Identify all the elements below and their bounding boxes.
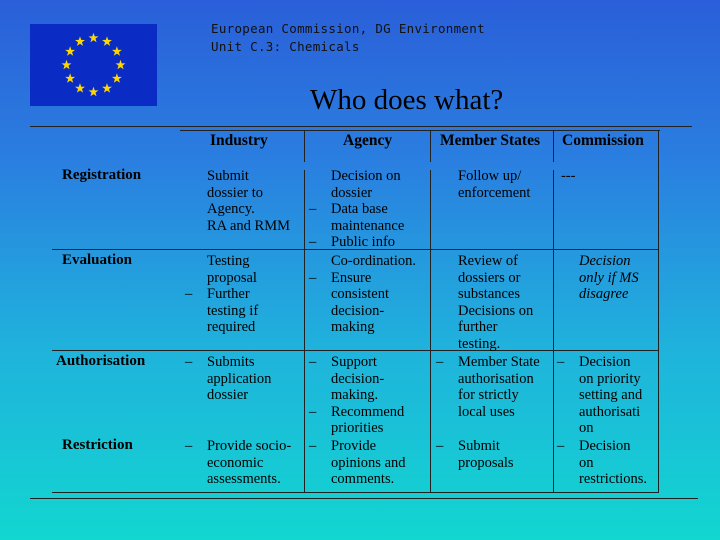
cell-restriction-member-states [436,438,514,471]
cell-line: – Provide [309,438,377,454]
row-label-authorisation: Authorisation [56,353,146,369]
cell-evaluation-member-states [458,253,533,353]
column-divider-4 [658,130,659,492]
cell-line: Follow up/ [458,168,522,184]
row-divider-2 [52,350,659,351]
cell-registration-industry [207,168,290,234]
cell-authorisation-commission [557,354,643,437]
cell-evaluation-agency [309,253,416,336]
cell-line: – Decision [557,354,631,370]
cell-line: dossiers or [458,269,521,286]
cell-line: RA and RMM [207,217,290,234]
cell-line: testing. [458,335,501,352]
slide-title: Who does what? [310,84,504,116]
cell-line: proposal [207,269,257,286]
cell-line: restrictions. [579,471,648,488]
cell-evaluation-industry [185,253,259,336]
bullet-dash: – [309,403,317,420]
cell-line: dossier [207,387,249,404]
cell-line: – Public info [309,234,396,251]
bullet-dash: – [557,438,565,454]
eu-flag-logo [30,24,157,106]
star-icon [75,36,85,45]
cell-line: economic [207,454,264,471]
cell-line: further [458,319,498,336]
cell-authorisation-industry [185,354,272,404]
cell-line: required [207,319,256,336]
cell-line: dossier [331,184,373,201]
column-divider-2-body [430,170,431,492]
bullet-dash: – [185,286,193,303]
cell-line: enforcement [458,184,531,201]
bullet-dash: – [436,438,444,454]
column-divider-3-body [553,170,554,492]
unit-name: Unit C.3: Chemicals [211,39,360,54]
cell-line: – Recommend [309,403,405,420]
cell-line: – Member State [436,354,540,370]
cell-line: --- [561,168,576,184]
cell-line: disagree [579,286,629,303]
column-header-industry: Industry [210,132,268,149]
cell-restriction-commission [557,438,648,488]
star-icon [65,73,75,82]
cell-line: setting and [579,387,643,404]
cell-line: Testing [207,253,250,269]
star-icon [102,36,112,45]
organization-header [211,20,485,56]
cell-line: Decision [579,253,631,269]
bullet-dash: – [309,354,317,370]
cell-line: Review of [458,253,518,269]
cell-line: priorities [331,420,384,437]
cell-line: making [331,319,375,336]
cell-line: Decisions on [458,302,534,319]
cell-line: local uses [458,403,515,420]
cell-line: comments. [331,471,395,488]
cell-line: opinions and [331,454,406,471]
header-underline [180,130,660,131]
star-icon [89,33,99,42]
cell-line: – Submits [185,354,255,370]
column-header-member-states: Member States [440,132,541,149]
organization-name: European Commission, DG Environment [211,21,485,36]
cell-line: proposals [458,454,514,471]
cell-line: Co-ordination. [331,253,416,269]
cell-line: decision- [331,302,385,319]
bullet-dash: – [185,354,193,370]
eu-flag-icon [30,24,157,106]
cell-line: – Data base [309,201,388,218]
cell-line: – Decision [557,438,631,454]
bullet-dash: – [557,354,565,370]
cell-line: – Further [185,286,250,303]
column-header-agency: Agency [343,132,393,149]
column-divider-2 [430,130,431,162]
bullet-dash: – [309,234,317,251]
cell-line: maintenance [331,217,405,234]
cell-line: authorisation [458,370,534,387]
column-header-commission: Commission [562,132,644,149]
cell-restriction-industry [185,438,292,488]
cell-line: – Provide socio- [185,438,292,454]
cell-registration-member-states [458,168,530,201]
cell-line: substances [458,286,521,303]
cell-line: assessments. [207,471,281,488]
cell-line: dossier to [207,184,263,201]
column-divider-3 [553,130,554,162]
bullet-dash: – [309,438,317,454]
bullet-dash: – [309,269,317,286]
cell-line: only if MS [579,269,639,286]
cell-line: application [207,370,272,387]
cell-line: testing if [207,302,259,319]
cell-line: consistent [331,286,389,303]
cell-line: on [579,420,594,437]
star-icon [112,73,122,82]
star-icon [112,46,122,55]
cell-line: decision- [331,370,385,387]
cell-restriction-agency [309,438,406,488]
star-icon [62,60,72,69]
cell-authorisation-member-states [436,354,540,420]
bullet-dash: – [436,354,444,370]
column-divider-1 [304,130,305,162]
row-label-restriction: Restriction [62,437,133,453]
cell-registration-commission [561,168,576,185]
cell-evaluation-commission [579,253,639,303]
cell-registration-agency [309,168,405,251]
row-divider-3 [52,492,659,493]
row-label-evaluation: Evaluation [62,252,133,268]
star-icon [89,87,99,96]
star-icon [116,60,126,69]
cell-line: – Support [309,354,377,370]
cell-line: on [579,454,594,471]
cell-authorisation-agency [309,354,405,437]
bullet-dash: – [309,201,317,218]
table-bottom-rule [30,498,698,499]
cell-line: authorisati [579,403,641,420]
row-label-registration: Registration [62,167,142,183]
cell-line: Decision on [331,168,401,184]
column-divider-1-body [304,170,305,492]
star-icon [102,83,112,92]
cell-line: making. [331,387,379,404]
cell-line: Submit [207,168,249,184]
cell-line: Agency. [207,201,255,218]
cell-line: – Ensure [309,269,372,286]
star-icon [65,46,75,55]
table-top-rule [30,126,692,127]
star-icon [75,83,85,92]
cell-line: on priority [579,370,641,387]
cell-line: for strictly [458,387,519,404]
bullet-dash: – [185,438,193,454]
cell-line: – Submit [436,438,500,454]
